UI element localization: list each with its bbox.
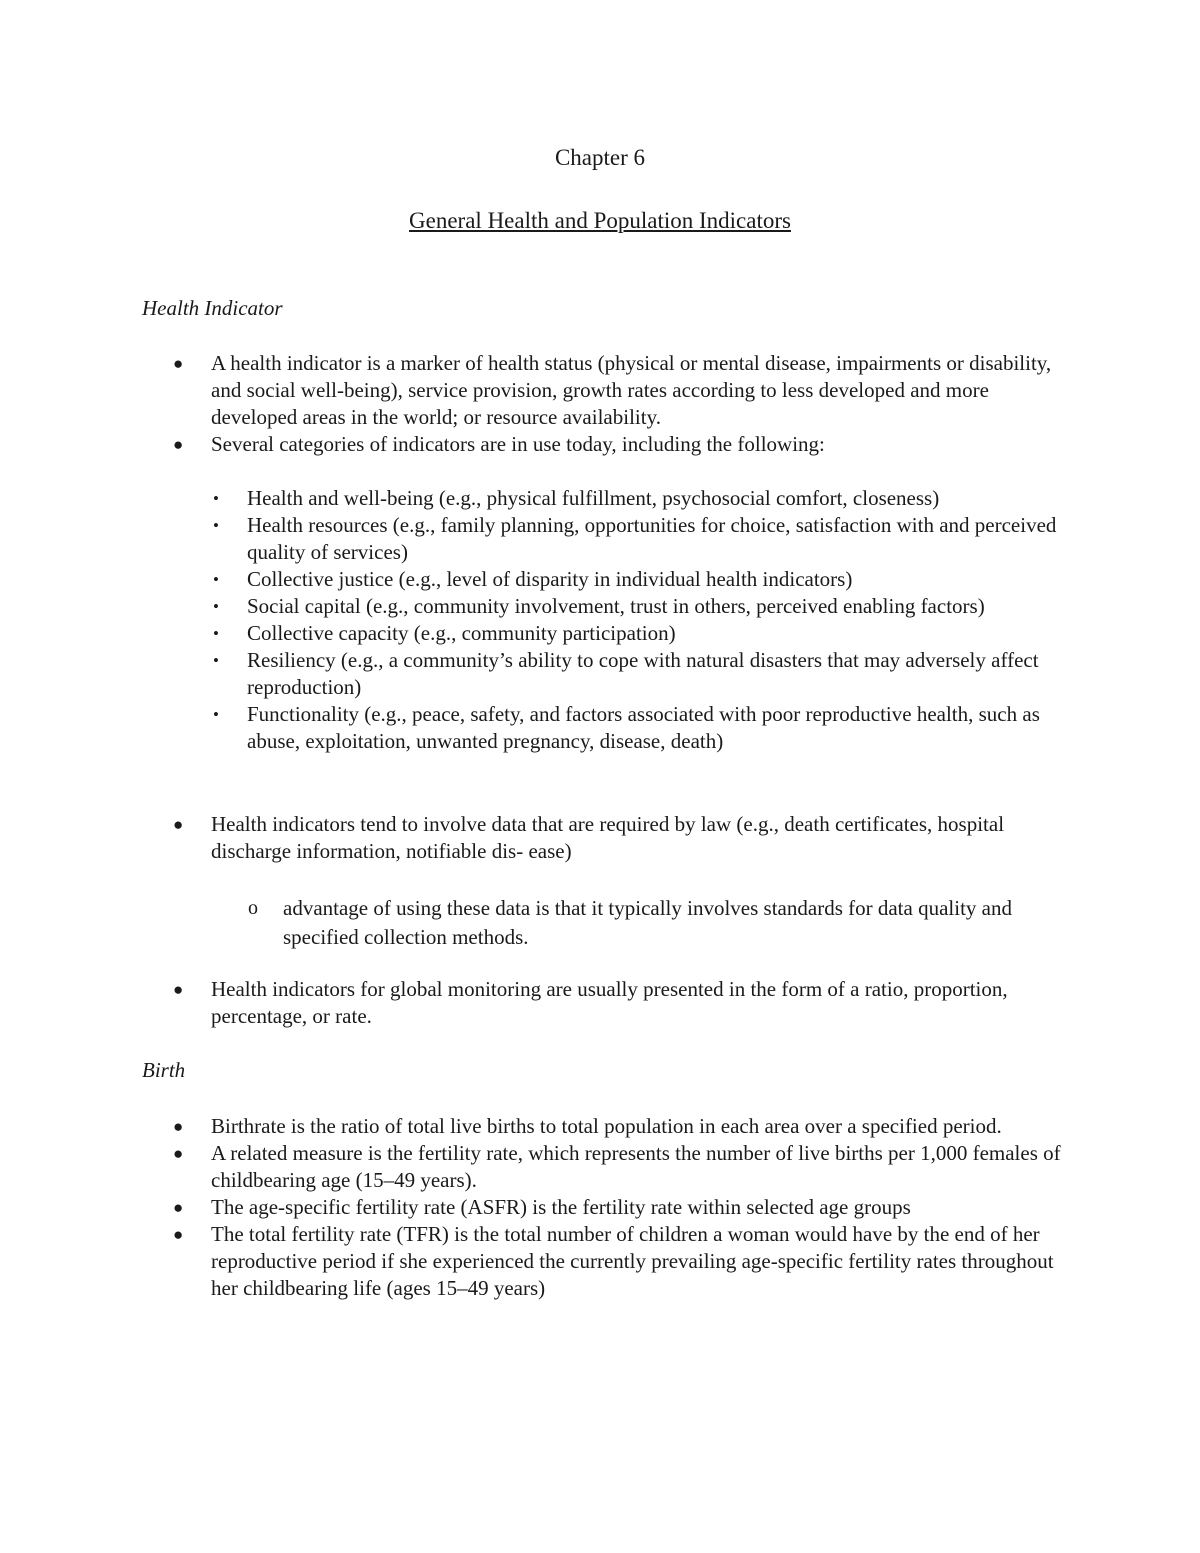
list-item-text: Collective capacity (e.g., community participation) <box>247 621 676 645</box>
bullet-marker: ● <box>173 1198 184 1217</box>
bullet-marker: ● <box>173 815 184 834</box>
list-item-text: Several categories of indicators are in use today, including the following: <box>211 432 825 456</box>
bullet-marker: • <box>213 597 219 616</box>
list-item-text: Resiliency (e.g., a community’s ability to cope with natural disasters that may adversely affect reproduction) <box>247 648 1039 699</box>
bullet-marker: ● <box>173 1225 184 1244</box>
section-heading-health-indicator: Health Indicator <box>142 296 283 320</box>
indicator-categories-list <box>213 485 1077 755</box>
circle-marker: o <box>248 897 258 919</box>
bullet-marker: ● <box>173 980 184 999</box>
bullet-marker: • <box>213 624 219 643</box>
list-item <box>173 431 1071 458</box>
list-item-text: Health and well-being (e.g., physical fulfillment, psychosocial comfort, closeness) <box>247 486 940 510</box>
list-item <box>173 811 1071 865</box>
list-item <box>173 1221 1071 1302</box>
list-item <box>213 593 1077 620</box>
list-item <box>213 485 1077 512</box>
list-item-text: Health indicators for global monitoring are usually presented in the form of a ratio, proportion, percentage, or rate. <box>211 977 1008 1028</box>
global-monitoring-list <box>173 976 1071 1030</box>
bullet-marker: • <box>213 570 219 589</box>
list-item <box>173 1113 1071 1140</box>
bullet-marker: • <box>213 516 219 535</box>
bullet-marker: • <box>213 651 219 670</box>
bullet-marker: ● <box>173 354 184 373</box>
list-item <box>248 894 1043 952</box>
list-item-text: The age-specific fertility rate (ASFR) is the fertility rate within selected age groups <box>211 1195 911 1219</box>
health-indicator-list <box>173 350 1071 458</box>
list-item <box>173 1194 1071 1221</box>
bullet-marker: • <box>213 489 219 508</box>
bullet-marker: ● <box>173 1144 184 1163</box>
list-item <box>213 566 1077 593</box>
list-item-text: A related measure is the fertility rate, which represents the number of live births per 1,000 females of childbearing age (15–49 years). <box>211 1141 1061 1192</box>
section-heading-birth: Birth <box>142 1058 186 1082</box>
list-item-text: The total fertility rate (TFR) is the total number of children a woman would have by the end of her reproductive period if she experienced the currently prevailing age-specific fertility rates throughout her childbearing life (ages 15–49 years) <box>211 1222 1054 1300</box>
list-item-text: Health resources (e.g., family planning, opportunities for choice, satisfaction with and perceived quality of services) <box>247 513 1057 564</box>
list-item <box>213 701 1077 755</box>
bullet-marker: • <box>213 705 219 724</box>
page-title: General Health and Population Indicators <box>409 208 791 233</box>
list-item <box>213 647 1077 701</box>
list-item <box>173 1140 1071 1194</box>
bullet-marker: ● <box>173 435 184 454</box>
data-law-list <box>173 811 1071 865</box>
list-item-text: A health indicator is a marker of health status (physical or mental disease, impairments or disability, and social well-being), service provision, growth rates according to less developed and more developed areas in the world; or resource availability. <box>211 351 1052 429</box>
chapter-number: Chapter 6 <box>554 145 646 170</box>
data-advantage-sublist <box>248 894 1043 952</box>
list-item-text: Functionality (e.g., peace, safety, and factors associated with poor reproductive health, such as abuse, exploitation, unwanted pregnancy, disease, death) <box>247 702 1040 753</box>
list-item <box>173 350 1071 431</box>
list-item <box>213 512 1077 566</box>
list-item-text: Birthrate is the ratio of total live births to total population in each area over a specified period. <box>211 1114 1002 1138</box>
list-item-text: Health indicators tend to involve data that are required by law (e.g., death certificates, hospital discharge information, notifiable dis- ease) <box>211 812 1005 863</box>
list-item-text: advantage of using these data is that it typically involves standards for data quality and specified collection methods. <box>283 896 1012 949</box>
list-item-text: Social capital (e.g., community involvement, trust in others, perceived enabling factors) <box>247 594 985 618</box>
list-item-text: Collective justice (e.g., level of disparity in individual health indicators) <box>247 567 853 591</box>
list-item <box>173 976 1071 1030</box>
bullet-marker: ● <box>173 1117 184 1136</box>
list-item <box>213 620 1077 647</box>
birth-list <box>173 1113 1071 1302</box>
